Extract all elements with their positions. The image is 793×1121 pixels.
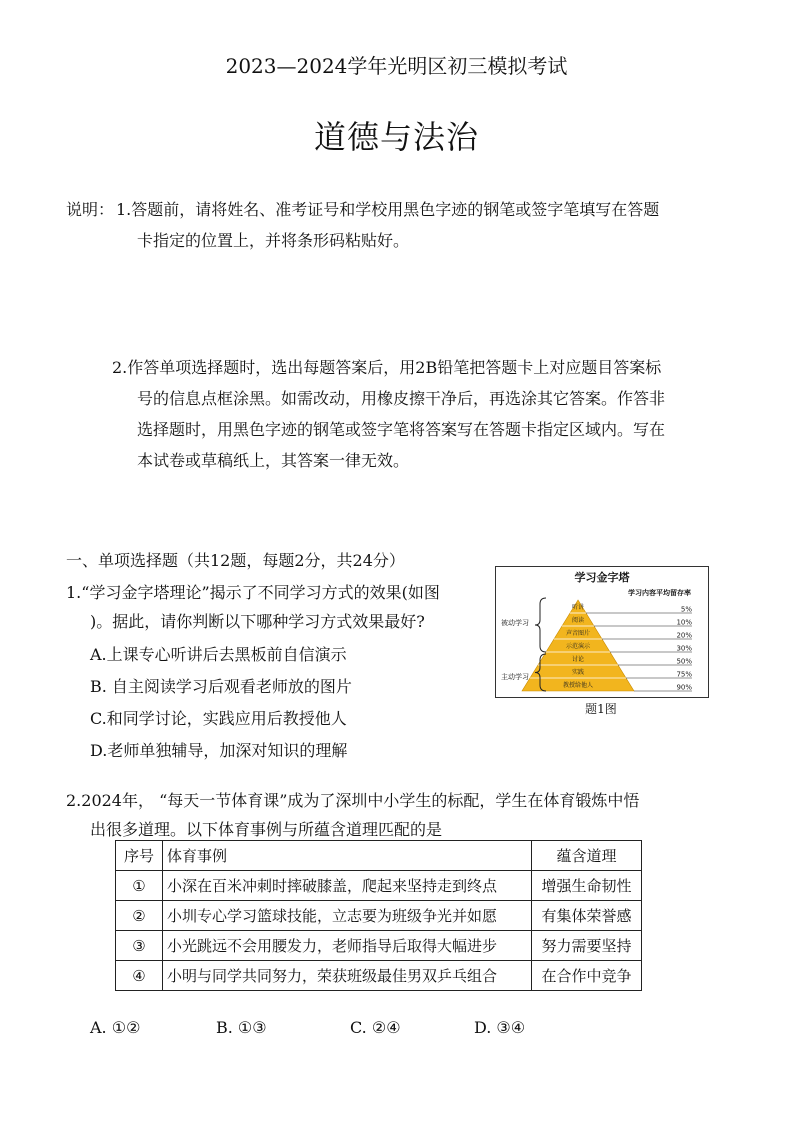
q1-option-b: B. 自主阅读学习后观看老师放的图片 — [90, 677, 352, 696]
table-row — [116, 871, 642, 901]
pyramid-level-label: 示范演示 — [565, 643, 591, 650]
q1-stem-line-2: )。据此，请你判断以下哪种学习方式效果最好? — [90, 612, 425, 631]
instructions-label: 说明： — [66, 200, 115, 219]
q2-option-a: A. ①② — [90, 1018, 141, 1037]
pyramid-chart — [496, 567, 708, 697]
matching-table — [115, 840, 642, 991]
table-row — [116, 961, 642, 991]
q1-option-c: C.和同学讨论，实践应用后教授他人 — [90, 709, 347, 728]
header-cell-example: 体育事例 — [163, 841, 532, 871]
passive-learning-label: 被动学习 — [501, 619, 529, 627]
figure-title: 学习金字塔 — [574, 571, 630, 584]
pyramid-level-label: 声音图片 — [565, 630, 591, 637]
table-header-row — [116, 841, 642, 871]
q2-option-b: B. ①③ — [216, 1018, 267, 1037]
q2-options — [90, 1012, 690, 1044]
active-learning-label: 主动学习 — [501, 673, 529, 681]
pyramid-level-label: 实践 — [571, 669, 585, 676]
pyramid-level-label: 阅读 — [571, 617, 585, 624]
row-example: 小光跳远不会用腰发力，老师指导后取得大幅进步 — [163, 931, 532, 961]
q2-option-d: D. ③④ — [474, 1018, 526, 1037]
figure-caption: 题1图 — [585, 702, 617, 716]
row-index: ② — [116, 901, 163, 931]
row-principle: 在合作中竞争 — [532, 961, 642, 991]
exam-title: 2023—2024学年光明区初三模拟考试 — [225, 54, 568, 78]
header-cell-index: 序号 — [116, 841, 163, 871]
instruction-2-line-2: 号的信息点框涂黑。如需改动，用橡皮擦干净后，再选涂其它答案。作答非 — [137, 389, 666, 408]
table-row — [116, 931, 642, 961]
row-principle: 有集体荣誉感 — [532, 901, 642, 931]
section-1-title: 一、单项选择题（共12题，每题2分，共24分） — [66, 551, 405, 570]
row-example: 小深在百米冲刺时摔破膝盖，爬起来坚持走到终点 — [163, 871, 532, 901]
instruction-1-line-2: 卡指定的位置上，并将条形码粘贴好。 — [137, 231, 410, 250]
instruction-2-line-4: 本试卷或草稿纸上，其答案一律无效。 — [137, 451, 410, 470]
retention-rate-label: 50% — [676, 657, 692, 666]
q2-stem-line-2: 出很多道理。以下体育事例与所蕴含道理匹配的是 — [90, 820, 443, 839]
subject-title: 道德与法治 — [313, 118, 479, 156]
pyramid-level-label: 讨论 — [571, 656, 585, 663]
q1-option-a: A.上课专心听讲后去黑板前自信演示 — [90, 645, 347, 664]
row-principle: 努力需要坚持 — [532, 931, 642, 961]
row-principle: 增强生命韧性 — [532, 871, 642, 901]
learning-pyramid-figure — [495, 566, 709, 698]
instruction-2-line-3: 选择题时，用黑色字迹的钢笔或签字笔将答案写在答题卡指定区域内。写在 — [137, 420, 666, 439]
table-row — [116, 901, 642, 931]
header-cell-principle: 蕴含道理 — [532, 841, 642, 871]
row-example: 小明与同学共同努力，荣获班级最佳男双乒乓组合 — [163, 961, 532, 991]
figure-rate-header: 学习内容平均留存率 — [628, 589, 691, 597]
pyramid-level-label: 听讲 — [571, 604, 585, 611]
row-index: ④ — [116, 961, 163, 991]
retention-rate-label: 10% — [676, 618, 692, 627]
row-example: 小圳专心学习篮球技能，立志要为班级争光并如愿 — [163, 901, 532, 931]
instruction-2-line-1: 2.作答单项选择题时，选出每题答案后，用2B铅笔把答题卡上对应题目答案标 — [112, 358, 662, 377]
q2-stem-line-1: 2.2024年， “每天一节体育课”成为了深圳中小学生的标配，学生在体育锻炼中悟 — [66, 791, 640, 810]
q1-option-d: D.老师单独辅导，加深对知识的理解 — [90, 741, 348, 760]
retention-rate-label: 75% — [676, 670, 692, 679]
retention-rate-label: 90% — [676, 683, 692, 692]
retention-rate-label: 20% — [676, 631, 692, 640]
q1-stem-line-1: 1.“学习金字塔理论”揭示了不同学习方式的效果(如图 — [66, 583, 440, 602]
retention-rate-label: 30% — [676, 644, 692, 653]
row-index: ③ — [116, 931, 163, 961]
brace-icon — [535, 598, 546, 652]
instruction-1-line-1: 1.答题前，请将姓名、准考证号和学校用黑色字迹的钢笔或签字笔填写在答题 — [116, 200, 660, 219]
pyramid-level-label: 教授给他人 — [562, 682, 594, 689]
retention-rate-label: 5% — [680, 605, 692, 614]
row-index: ① — [116, 871, 163, 901]
q2-option-c: C. ②④ — [350, 1018, 401, 1037]
